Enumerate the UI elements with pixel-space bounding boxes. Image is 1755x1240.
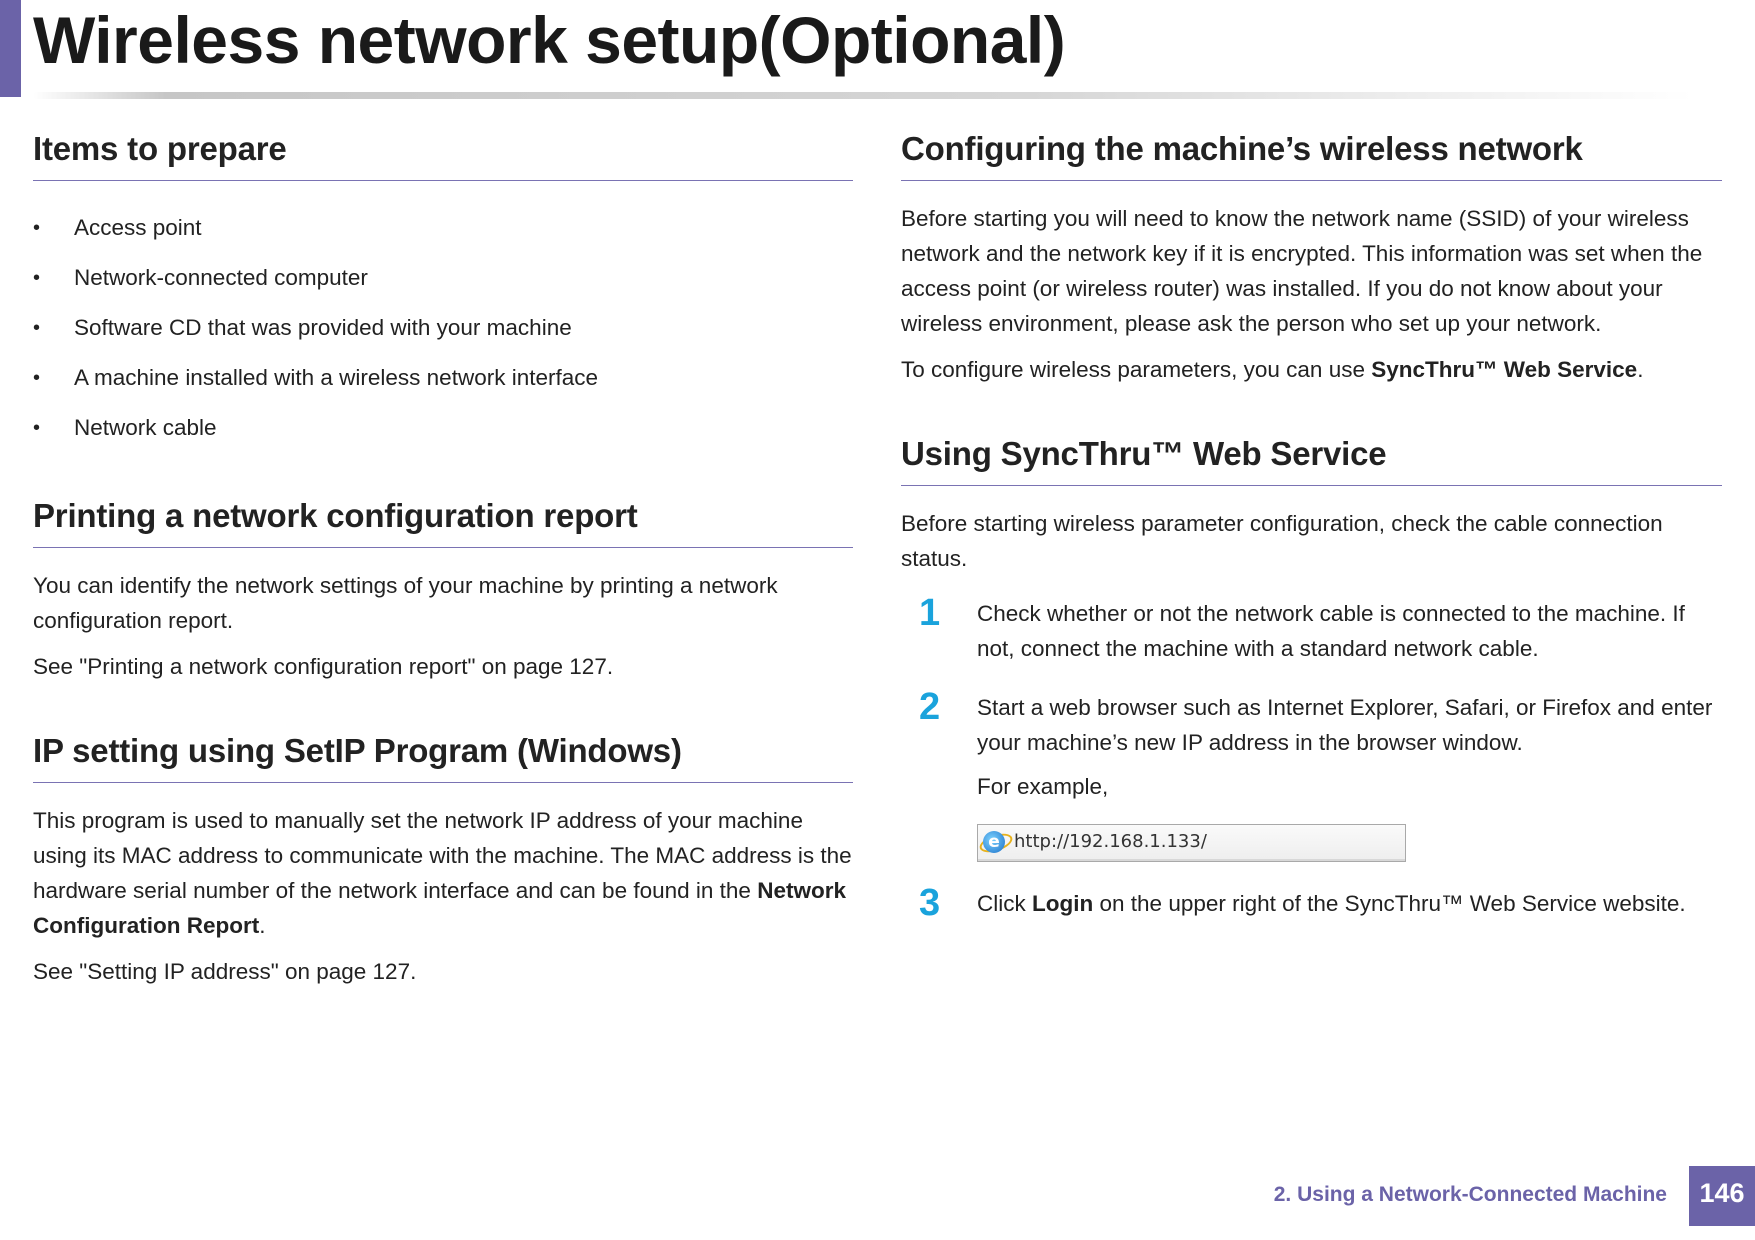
bullet-icon: • (33, 417, 41, 439)
configuring-section (901, 130, 1722, 387)
internet-explorer-icon: e (983, 831, 1005, 853)
list-item: • A machine installed with a wireless network interface (33, 353, 853, 403)
config-report-heading: Printing a network configuration report (33, 497, 853, 548)
items-to-prepare-section (33, 130, 853, 453)
syncthru-section (901, 435, 1722, 924)
items-to-prepare-heading: Items to prepare (33, 130, 853, 181)
step-text: Click Login on the upper right of the SyncThru™ Web Service website. (977, 891, 1686, 916)
config-report-paragraph: You can identify the network settings of your machine by printing a network configuration report. (33, 573, 778, 633)
left-column (33, 130, 853, 989)
setip-heading: IP setting using SetIP Program (Windows) (33, 732, 853, 783)
page-header (0, 0, 1755, 100)
step-item (901, 686, 1722, 862)
config-report-section (33, 497, 853, 684)
header-accent-bar (0, 0, 21, 97)
bullet-icon: • (33, 267, 41, 289)
list-item: • Network-connected computer (33, 253, 853, 303)
page-number: 146 (1689, 1166, 1755, 1226)
header-divider (33, 92, 1693, 99)
step-text: Start a web browser such as Internet Explorer, Safari, or Firefox and enter your machine’s new IP address in the browser window. (977, 695, 1713, 755)
page-title: Wireless network setup(Optional) (33, 3, 1066, 77)
network-config-report-term: Network Configuration Report (33, 878, 846, 938)
setip-paragraph: This program is used to manually set the network IP address of your machine using its MAC address to communicate with the machine. The MAC address is the hardware serial number of the network interface and can be found in the Network Configuration Report. (33, 808, 852, 938)
step-item (901, 592, 1722, 666)
step-number: 2 (919, 686, 941, 728)
step-text: Check whether or not the network cable is connected to the machine. If not, connect the machine with a standard network cable. (977, 601, 1685, 661)
login-term: Login (1032, 891, 1094, 916)
step-number: 1 (919, 592, 941, 634)
step-number: 3 (919, 882, 941, 924)
configuring-heading: Configuring the machine’s wireless network (901, 130, 1722, 181)
configuring-paragraph: Before starting you will need to know the network name (SSID) of your wireless network and the network key if it is encrypted. This information was set when the access point (or wireless router) was installed. If you do not know about your wireless environment, please ask the person who set up your network. (901, 206, 1703, 336)
right-column (901, 130, 1722, 945)
list-item: • Access point (33, 203, 853, 253)
example-label: For example, (977, 774, 1109, 799)
example-url: http://192.168.1.133/ (1014, 831, 1207, 852)
syncthru-intro: Before starting wireless parameter configuration, check the cable connection status. (901, 511, 1663, 571)
setip-section (33, 732, 853, 989)
syncthru-heading: Using SyncThru™ Web Service (901, 435, 1722, 486)
step-item (901, 882, 1722, 924)
list-item: • Software CD that was provided with your machine (33, 303, 853, 353)
syncthru-term: SyncThru™ Web Service (1371, 357, 1638, 382)
example-address-bar (977, 824, 1406, 862)
list-item: • Network cable (33, 403, 853, 453)
configuring-syncthru-paragraph: To configure wireless parameters, you can use SyncThru™ Web Service. (901, 357, 1644, 382)
items-list (33, 203, 853, 453)
steps-list (901, 592, 1722, 924)
config-report-reference: See "Printing a network configuration report" on page 127. (33, 654, 614, 679)
bullet-icon: • (33, 217, 41, 239)
setip-reference: See "Setting IP address" on page 127. (33, 959, 417, 984)
footer-chapter-title: 2. Using a Network-Connected Machine (1273, 1183, 1667, 1206)
bullet-icon: • (33, 367, 41, 389)
bullet-icon: • (33, 317, 41, 339)
